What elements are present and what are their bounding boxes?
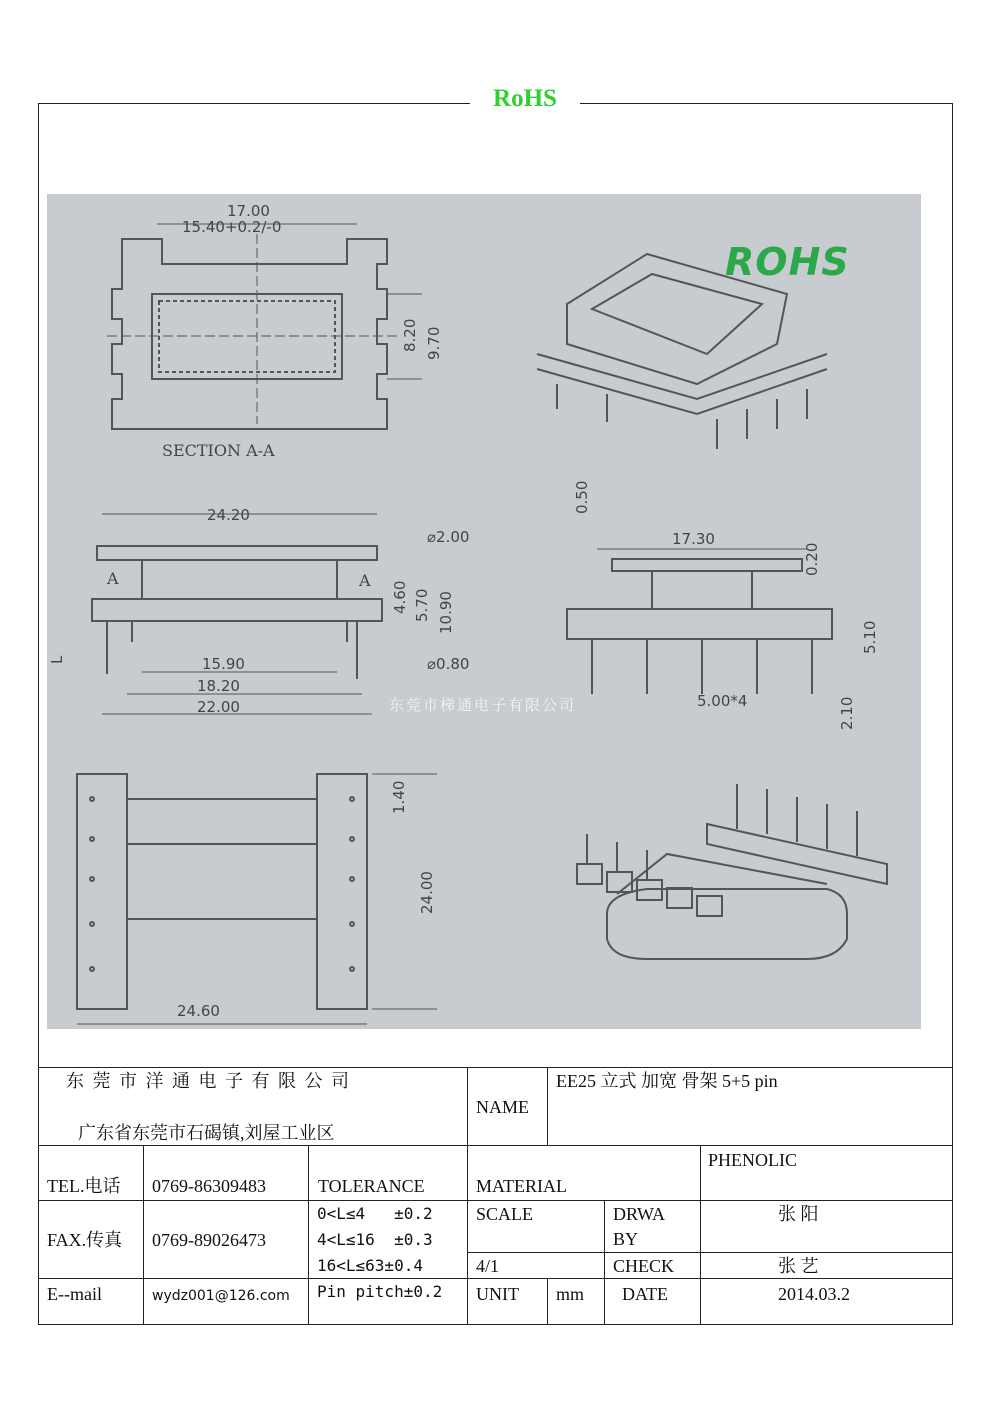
material-value: PHENOLIC: [708, 1150, 797, 1170]
dim-970: 9.70: [425, 326, 443, 360]
drawn-by-label-2: BY: [613, 1229, 639, 1249]
name-value: EE25 立式 加宽 骨架 5+5 pin: [556, 1071, 778, 1091]
marker-a-right-label: A: [359, 571, 371, 590]
check-value: 张 艺: [778, 1256, 819, 1276]
rohs-title: RoHS: [470, 84, 580, 114]
dim-1540: 15.40+0.2/-0: [182, 218, 282, 236]
dim-020: 0.20: [803, 542, 821, 576]
dim-1730: 17.30: [672, 530, 715, 548]
section-label: SECTION A-A: [162, 441, 275, 460]
dim-2400: 24.00: [418, 871, 436, 914]
dim-050: 0.50: [573, 480, 591, 514]
unit-label: UNIT: [476, 1284, 519, 1304]
fax-label: FAX.传真: [47, 1230, 123, 1250]
technical-drawing: [47, 194, 921, 1029]
drawing-lines: [47, 194, 921, 1029]
company-name: 东 莞 市 洋 通 电 子 有 限 公 司: [66, 1071, 351, 1091]
dim-510: 5.10: [861, 620, 879, 654]
email-label: E--mail: [47, 1284, 102, 1304]
date-value: 2014.03.2: [778, 1284, 850, 1304]
tel-label: TEL.电话: [47, 1176, 121, 1196]
dim-dia-080: ⌀0.80: [427, 655, 470, 673]
dim-210: 2.10: [838, 696, 856, 730]
dim-1090: 10.90: [437, 591, 455, 634]
tolerance-row-1: 0<L≤4 ±0.2: [317, 1204, 433, 1223]
name-label: NAME: [476, 1097, 529, 1117]
dim-dia-200: ⌀2.00: [427, 528, 470, 546]
material-label: MATERIAL: [476, 1176, 567, 1196]
dim-570: 5.70: [413, 588, 431, 622]
email-value: wydz001@126.com: [152, 1288, 290, 1304]
drawn-by-label-1: DRWA: [613, 1204, 666, 1224]
dim-2420: 24.20: [207, 506, 250, 524]
marker-a-left: A: [107, 569, 119, 588]
dim-1590: 15.90: [202, 655, 245, 673]
dim-820: 8.20: [401, 318, 419, 352]
dim-140: 1.40: [390, 780, 408, 814]
dim-500x4: 5.00*4: [697, 692, 748, 710]
company-address: 广东省东莞市石碣镇,刘屋工业区: [78, 1123, 335, 1143]
unit-value: mm: [556, 1284, 585, 1304]
rohs-stamp: ROHS: [725, 240, 850, 284]
check-label: CHECK: [613, 1256, 675, 1276]
dim-1700: 17.00: [227, 202, 270, 220]
watermark: 东莞市梯通电子有限公司: [389, 696, 577, 714]
dim-2200: 22.00: [197, 698, 240, 716]
scale-label: SCALE: [476, 1204, 534, 1224]
tolerance-row-4: Pin pitch±0.2: [317, 1282, 443, 1301]
drawn-by-value: 张 阳: [778, 1204, 819, 1224]
dim-460: 4.60: [391, 580, 409, 614]
tolerance-label: TOLERANCE: [318, 1176, 425, 1196]
dim-2460: 24.60: [177, 1002, 220, 1020]
fax-value: 0769-89026473: [152, 1230, 266, 1250]
scale-value: 4/1: [476, 1256, 500, 1276]
dim-l: L: [48, 655, 66, 664]
tolerance-row-3: 16<L≤63±0.4: [317, 1256, 423, 1275]
dim-1820: 18.20: [197, 677, 240, 695]
tel-value: 0769-86309483: [152, 1176, 266, 1196]
date-label: DATE: [622, 1284, 668, 1304]
tolerance-row-2: 4<L≤16 ±0.3: [317, 1230, 433, 1249]
